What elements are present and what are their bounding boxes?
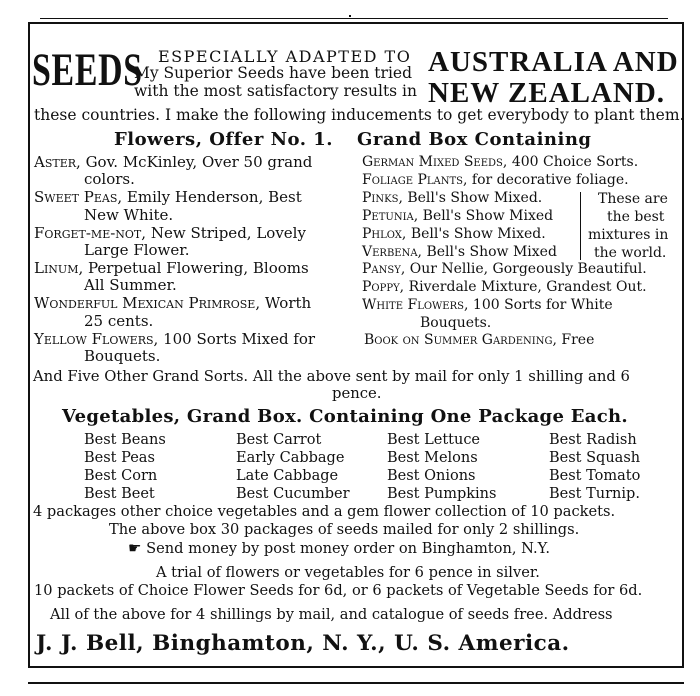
list-item: Pansy, Our Nellie, Gorgeously Beautiful.	[362, 261, 647, 277]
trial-line: A trial of flowers or vegetables for 6 pence in silver.	[156, 564, 540, 581]
header-line-3: with the most satisfactory results in	[134, 82, 417, 100]
list-item-cont: 25 cents.	[84, 312, 154, 330]
list-item: Sweet Peas, Emily Henderson, Best	[34, 188, 302, 206]
especially-adapted: ESPECIALLY ADAPTED TO	[158, 47, 412, 66]
intro-line: these countries. I make the following inducements to get everybody to plant them.	[34, 106, 685, 124]
five-other-line-2: pence.	[332, 385, 382, 402]
veg-item: Best Onions	[387, 468, 476, 484]
veg-item: Best Tomato	[549, 468, 641, 484]
list-item: Linum, Perpetual Flowering, Blooms	[34, 259, 309, 277]
veg-item: Best Peas	[84, 450, 155, 466]
list-item: Wonderful Mexican Primrose, Worth	[34, 294, 312, 312]
side-note-bracket	[580, 192, 581, 260]
veg-item: Best Pumpkins	[387, 486, 497, 502]
top-rule-dot	[349, 15, 351, 17]
vegetables-extra: 4 packages other choice vegetables and a gem flower collection of 10 packets.	[33, 503, 616, 520]
side-note-line: mixtures in	[588, 227, 669, 243]
list-item: Petunia, Bell's Show Mixed	[362, 208, 554, 224]
veg-item: Best Beans	[84, 432, 166, 448]
seeds-title: SEEDS	[32, 44, 143, 96]
header-line-2: My Superior Seeds have been tried	[134, 64, 413, 82]
all-above-line: All of the above for 4 shillings by mail, and catalogue of seeds free. Address	[50, 606, 613, 623]
veg-item: Best Cucumber	[236, 486, 350, 502]
bottom-rule-2	[28, 682, 684, 684]
grand-box-heading: Grand Box Containing	[357, 129, 592, 150]
list-item: Pinks, Bell's Show Mixed.	[362, 190, 543, 206]
list-item: Verbena, Bell's Show Mixed	[362, 244, 557, 260]
list-item-cont: colors.	[84, 170, 135, 188]
pointing-hand-icon: ☛	[128, 539, 142, 557]
veg-item: Best Beet	[84, 486, 155, 502]
veg-item: Best Corn	[84, 468, 158, 484]
veg-item: Best Squash	[549, 450, 641, 466]
list-item-cont: Bouquets.	[84, 347, 161, 365]
list-item: Aster, Gov. McKinley, Over 50 grand	[34, 153, 313, 171]
list-item: Foliage Plants, for decorative foliage.	[362, 172, 629, 188]
list-item-cont: All Summer.	[84, 276, 177, 294]
list-item: Book on Summer Gardening, Free	[364, 332, 595, 348]
five-other-line: And Five Other Grand Sorts. All the above sent by mail for only 1 shilling and 6	[33, 368, 630, 385]
australia-and: AUSTRALIA AND	[428, 46, 679, 78]
vegetables-box: The above box 30 packages of seeds mailed for only 2 shillings.	[109, 521, 580, 538]
list-item: Yellow Flowers, 100 Sorts Mixed for	[34, 330, 316, 348]
list-item: White Flowers, 100 Sorts for White	[362, 297, 613, 313]
veg-item: Early Cabbage	[236, 450, 345, 466]
veg-item: Best Melons	[387, 450, 478, 466]
top-rule	[40, 18, 668, 19]
list-item-cont: Bouquets.	[420, 315, 492, 331]
new-zealand: NEW ZEALAND.	[428, 77, 666, 109]
vegetables-heading: Vegetables, Grand Box. Containing One Package Each.	[62, 406, 628, 427]
packets-line: 10 packets of Choice Flower Seeds for 6d, or 6 packets of Vegetable Seeds for 6d.	[34, 582, 643, 599]
list-item: Phlox, Bell's Show Mixed.	[362, 226, 546, 242]
veg-item: Best Turnip.	[549, 486, 640, 502]
money-order-line: ☛ Send money by post money order on Binghamton, N.Y.	[128, 539, 550, 557]
list-item: Forget-me-not, New Striped, Lovely	[34, 224, 306, 242]
list-item-cont: Large Flower.	[84, 241, 190, 259]
list-item-cont: New White.	[84, 206, 174, 224]
list-item: Poppy, Riverdale Mixture, Grandest Out.	[362, 279, 647, 295]
side-note-line: the world.	[594, 245, 667, 261]
flowers-heading: Flowers, Offer No. 1.	[114, 129, 334, 150]
veg-item: Best Radish	[549, 432, 637, 448]
address-line: J. J. Bell, Binghamton, N. Y., U. S. America.	[36, 631, 570, 656]
bottom-rule	[28, 666, 684, 668]
list-item: German Mixed Seeds, 400 Choice Sorts.	[362, 154, 639, 170]
veg-item: Best Lettuce	[387, 432, 481, 448]
side-note-line: the best	[607, 209, 665, 225]
side-note-line: These are	[598, 191, 668, 207]
veg-item: Late Cabbage	[236, 468, 339, 484]
veg-item: Best Carrot	[236, 432, 322, 448]
